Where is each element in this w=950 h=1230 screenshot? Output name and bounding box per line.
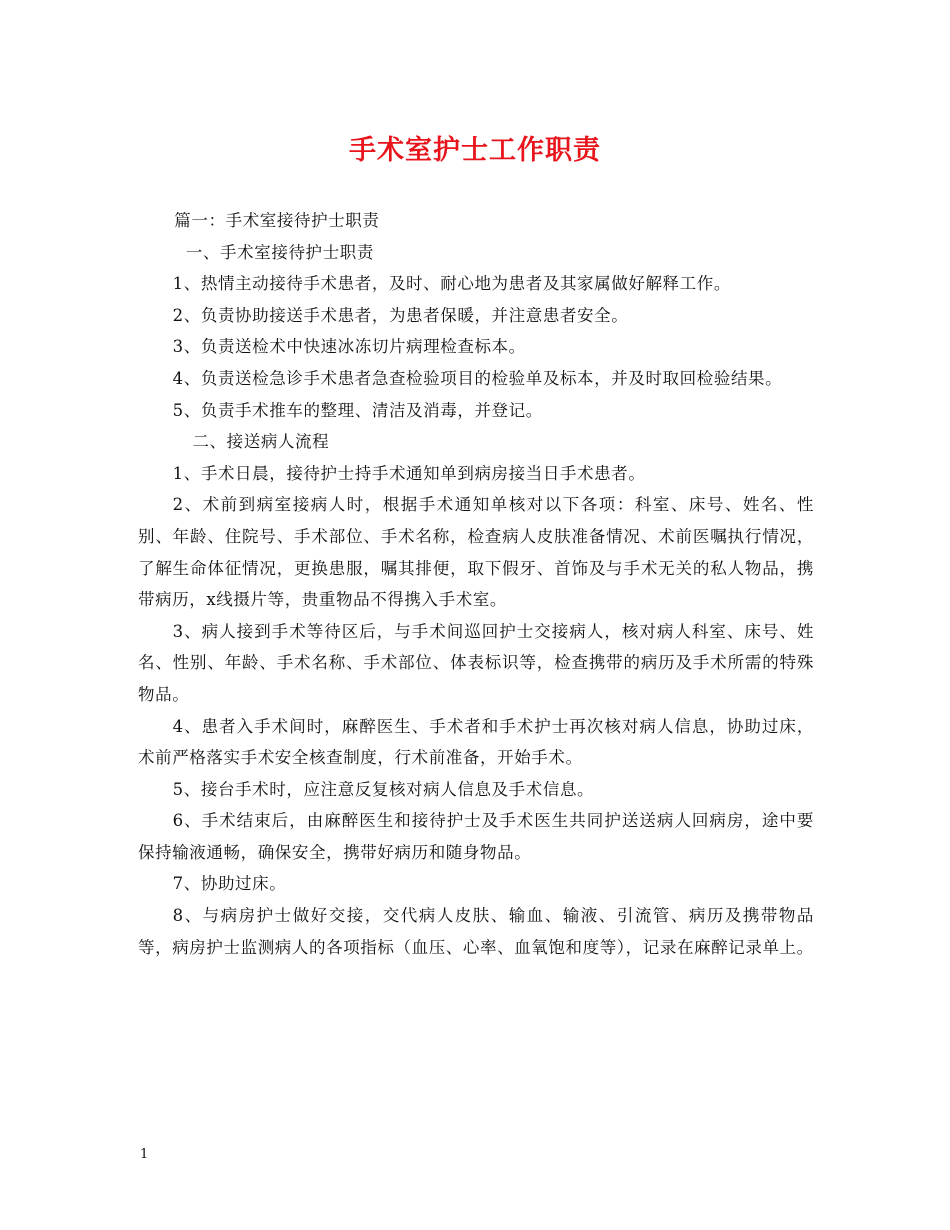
paragraph: 3、负责送检术中快速冰冻切片病理检查标本。 bbox=[172, 337, 526, 357]
section-heading: 篇一：手术室接待护士职责 bbox=[174, 211, 380, 230]
paragraph: 5、负责手术推车的整理、清洁及消毒，并登记。 bbox=[172, 400, 543, 420]
paragraph: 8、与病房护士做好交接，交代病人皮肤、输血、输液、引流管、病历及携带物品等，病房护士监测病人的各项指标（血压、心率、血氧饱和度等），记录在麻醉记录单上。 bbox=[138, 906, 814, 957]
document-title: 手术室护士工作职责 bbox=[349, 135, 601, 166]
page-number: 1 bbox=[140, 1147, 149, 1162]
subsection-heading: 一、手术室接待护士职责 bbox=[185, 242, 374, 262]
paragraph: 1、手术日晨，接待护士持手术通知单到病房接当日手术患者。 bbox=[172, 463, 646, 483]
paragraph: 2、术前到病室接病人时，根据手术通知单核对以下各项：科室、床号、姓名、性别、年龄、住院号、手术部位、手术名称，检查病人皮肤准备情况、术前医嘱执行情况，了解生命体征情况，更换患服，嘱其排便，取下假牙、首饰及与手术无关的私人物品，携带病历，x线摄片等，贵重物品不得携入手术室。 bbox=[138, 495, 814, 610]
paragraph: 2、负责协助接送手术患者，为患者保暖，并注意患者安全。 bbox=[172, 305, 629, 325]
document-body bbox=[138, 205, 814, 963]
paragraph: 6、手术结束后，由麻醉医生和接待护士及手术医生共同护送送病人回病房，途中要保持输液通畅，确保安全，携带好病历和随身物品。 bbox=[138, 811, 814, 862]
paragraph: 4、患者入手术间时，麻醉医生、手术者和手术护士再次核对病人信息，协助过床，术前严格落实手术安全核查制度，行术前准备，开始手术。 bbox=[138, 716, 814, 768]
paragraph: 3、病人接到手术等待区后，与手术间巡回护士交接病人，核对病人科室、床号、姓名、性别、年龄、手术名称、手术部位、体表标识等，检查携带的病历及手术所需的特殊物品。 bbox=[138, 621, 814, 704]
paragraph: 7、协助过床。 bbox=[172, 874, 287, 894]
paragraph: 1、热情主动接待手术患者，及时、耐心地为患者及其家属做好解释工作。 bbox=[172, 274, 731, 294]
subsection-heading: 二、接送病人流程 bbox=[192, 432, 330, 452]
paragraph: 5、接台手术时，应注意反复核对病人信息及手术信息。 bbox=[172, 779, 595, 799]
paragraph: 4、负责送检急诊手术患者急查检验项目的检验单及标本，并及时取回检验结果。 bbox=[172, 368, 783, 388]
